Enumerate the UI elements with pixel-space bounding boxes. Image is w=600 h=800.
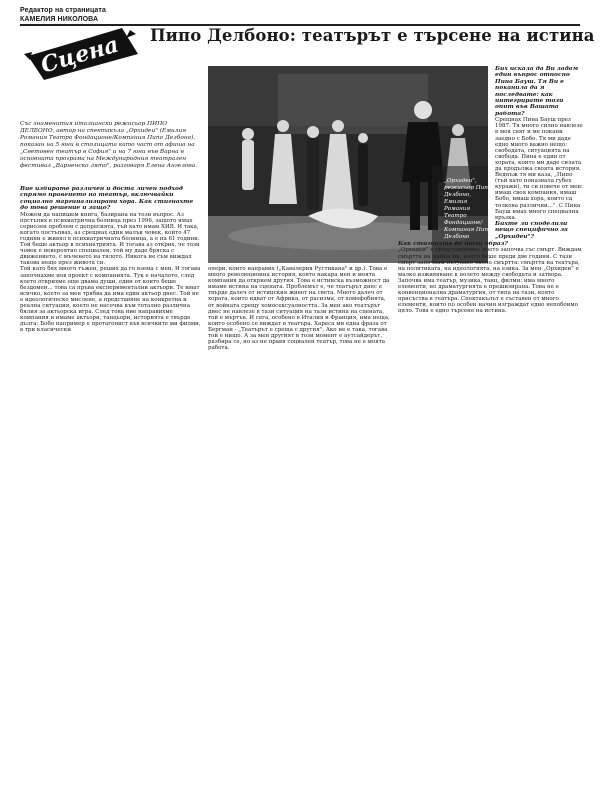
section-stamp-label: Сцена (37, 31, 122, 79)
editor-name: КАМЕЛИЯ НИКОЛОВА (20, 16, 99, 23)
photo-caption: „Орхидеи", режисьор Пипо Делбоно, Емилия Романия Театро Фондационе/ Компания Пипо Делбоно (444, 178, 492, 240)
column-1 (20, 186, 202, 334)
question: Как стигнахте до този образ? (398, 240, 508, 247)
column-2 (208, 266, 392, 351)
article-headline: Пипо Делбоно: театърът е търсене на истина (150, 26, 595, 45)
page-editor (20, 6, 106, 24)
answer-paragraph: опери, които направих („Кавалерия Рустикана" и др.). Това е много революционна история, която накара мен и моята компания да открием другия. Това е истинска възможност да имаме истина на сцената. Проблемът е, че театърът днес е твърде далеч от истинския живот на света. Много далеч от хората, които идват от Африка, от расизма, от хомофобията, от войната срещу хомосексуалността. За мен ако театърът днес не навлезе в тази ситуация на тази истина на сцената, той е мъртъв. И сега, особено в Италия и Франция, има неща, които особено се виждат в театъра. Хареса ми една фраза от Бергман - „Театърът е среща с другия". Ако не е така, тогава той е нищо. А за мен другият в този момент е аутсайдерът, разбира се, но аз не правя социален театър, това не е моята работа. (208, 266, 390, 352)
answer-paragraph: „Орхидеи" е представление, което започва със смърт. Виждам смъртта на майка ми, която беше преди две години. С тази смърт започвам пътуване около смъртта: смъртта на театъра, на политиката, на идеологията, на езика. За мен „Орхидеи" е малко изживяване в полето между свободата и затвора. Започва има театър, музика, танц, филми: има много елементи, но драматургията е прешизирана. Това не е конвенционална драматургия, от типа на тази, която присъства в театъра. Спектакълът е съставен от много елементи, които по особен начин изграждат едно непобоимо цяло. Това е едно търсене на истина. (398, 247, 582, 315)
answer-paragraph: Той като бях много тъжен, реших да го взема с мен. И тогава започнахме нов проект с компанията. Тук е началото, след което открихме още двама души, един от които беше бездомен... това са пръва експериментални актьори. Те имат всичко, което за мен трябва да има един актьор днес. Той не е идеологическо мислене, а представяне на конкретна и реална ситуация, което не насочва към тотално различна бялия за актьорска игра. След това ние направихме компания и имаме актьори, танцьори, историята е твърде дълга: Бобо например е протагонист във всичките ми филми, в три класически (20, 266, 201, 334)
answer-paragraph: Можем да напишем книга, базирана на този въпрос. Аз постъпих в психиатрична болница през 1996, защото имах сериозен проблем с депресията, тъй като имам ХИВ. И така, когато постъпвах, аз срещнах един малък човек, който 47 години е живял в психиатричната болница, а е на 61 години. Той беше актьор в психиатрията. И тогава аз открих, че този човек е невероятно специален, той му даде бряска с движението, с мъченето на тялото. Никога не съм виждал такова нещо през живота си. (20, 211, 200, 267)
article-lead: Със знаменития италиански режисьор ПИПО ДЕЛБОНО, автор на спектакъла „Орхидеи" (Емилия Романия Театро Фондационе/Компания Пипо Делбоно), показан на 5 юни в столицата като част от афиша на „Световен театър в София" и на 7 юни във Варна в основната програма на Международния театрален фестивал „Варненско лято", разговаря Елена Ангелова. (20, 121, 198, 169)
column-3 (398, 241, 582, 314)
question: Вие избирате различен и доста личен подход спрямо правенето на театър, включвайки социално маргинализирани хора. Как стигнахте до това решение и защо? (20, 185, 194, 212)
editor-label: Редактор на страницата (20, 7, 106, 14)
question: Бихте ли споделили нещо специфично за „Орхидеи"? (495, 219, 568, 240)
question: Бих искала да Ви задам един въпрос относно Пина Бауш. Тя Ви е поканила да я последвате: как интегрирате този опит във Вашата работа? (495, 65, 579, 117)
column-4 (495, 66, 583, 240)
answer-paragraph: Срещнах Пина Бауш през 1987. Тя много силно навлезе в моя свят и ме покани заедно с Бобо. Тя ми даде едно много важно нещо: свободата, ситуацията на свобода. Пина е един от хората, които ми даде силата да продължа своята история. Веднъж тя ми каза, „Пипо (тъй като поназвала губех куражи), ти си повече от мен: имаш своя компания, имаш Бобо, имаш хора, които са толкова различни...". С Пина Бауш имах много специална връзка. (495, 117, 583, 221)
section-stamp (22, 26, 140, 82)
